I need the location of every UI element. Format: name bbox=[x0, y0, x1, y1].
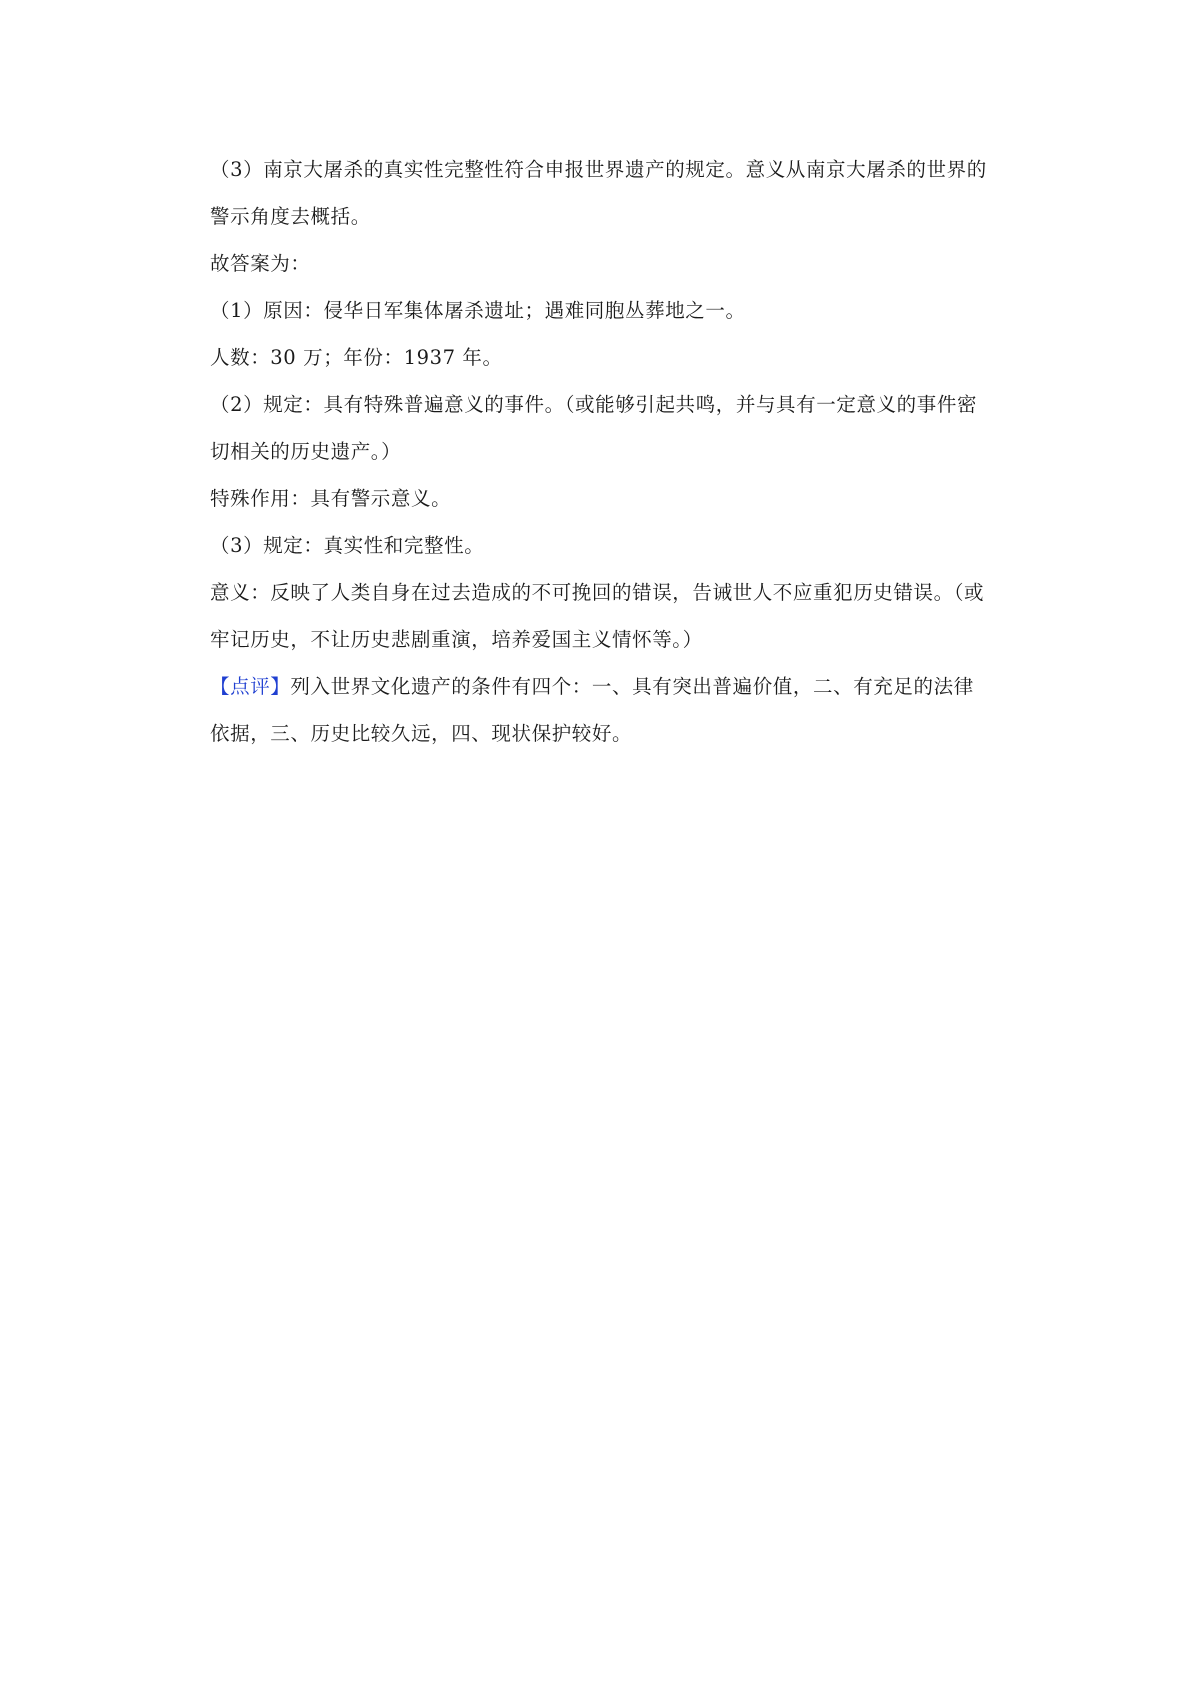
text-line: （2）规定：具有特殊普遍意义的事件。（或能够引起共鸣，并与具有一定意义的事件密 bbox=[210, 393, 978, 416]
comment-tag: 【点评】 bbox=[210, 675, 291, 698]
text-line: 故答案为： bbox=[210, 252, 311, 275]
text-line: 警示角度去概括。 bbox=[210, 205, 371, 228]
text-line: （3）规定：真实性和完整性。 bbox=[210, 534, 485, 557]
text-line: 牢记历史，不让历史悲剧重演，培养爱国主义情怀等。） bbox=[210, 628, 703, 651]
comment-line: 依据，三、历史比较久远，四、现状保护较好。 bbox=[210, 722, 633, 745]
text-line: 特殊作用：具有警示意义。 bbox=[210, 487, 452, 510]
comment-text: 列入世界文化遗产的条件有四个：一、具有突出普遍价值，二、有充足的法律 bbox=[290, 675, 974, 698]
text-line: 人数：30 万；年份：1937 年。 bbox=[210, 346, 503, 369]
answer-content bbox=[210, 148, 1020, 759]
text-line: 意义：反映了人类自身在过去造成的不可挽回的错误，告诫世人不应重犯历史错误。（或 bbox=[210, 581, 985, 604]
text-line: （1）原因：侵华日军集体屠杀遗址；遇难同胞丛葬地之一。 bbox=[210, 299, 746, 322]
text-line: 切相关的历史遗产。） bbox=[210, 440, 402, 463]
text-line: （3）南京大屠杀的真实性完整性符合申报世界遗产的规定。意义从南京大屠杀的世界的 bbox=[210, 158, 987, 181]
comment-line bbox=[210, 665, 1020, 712]
